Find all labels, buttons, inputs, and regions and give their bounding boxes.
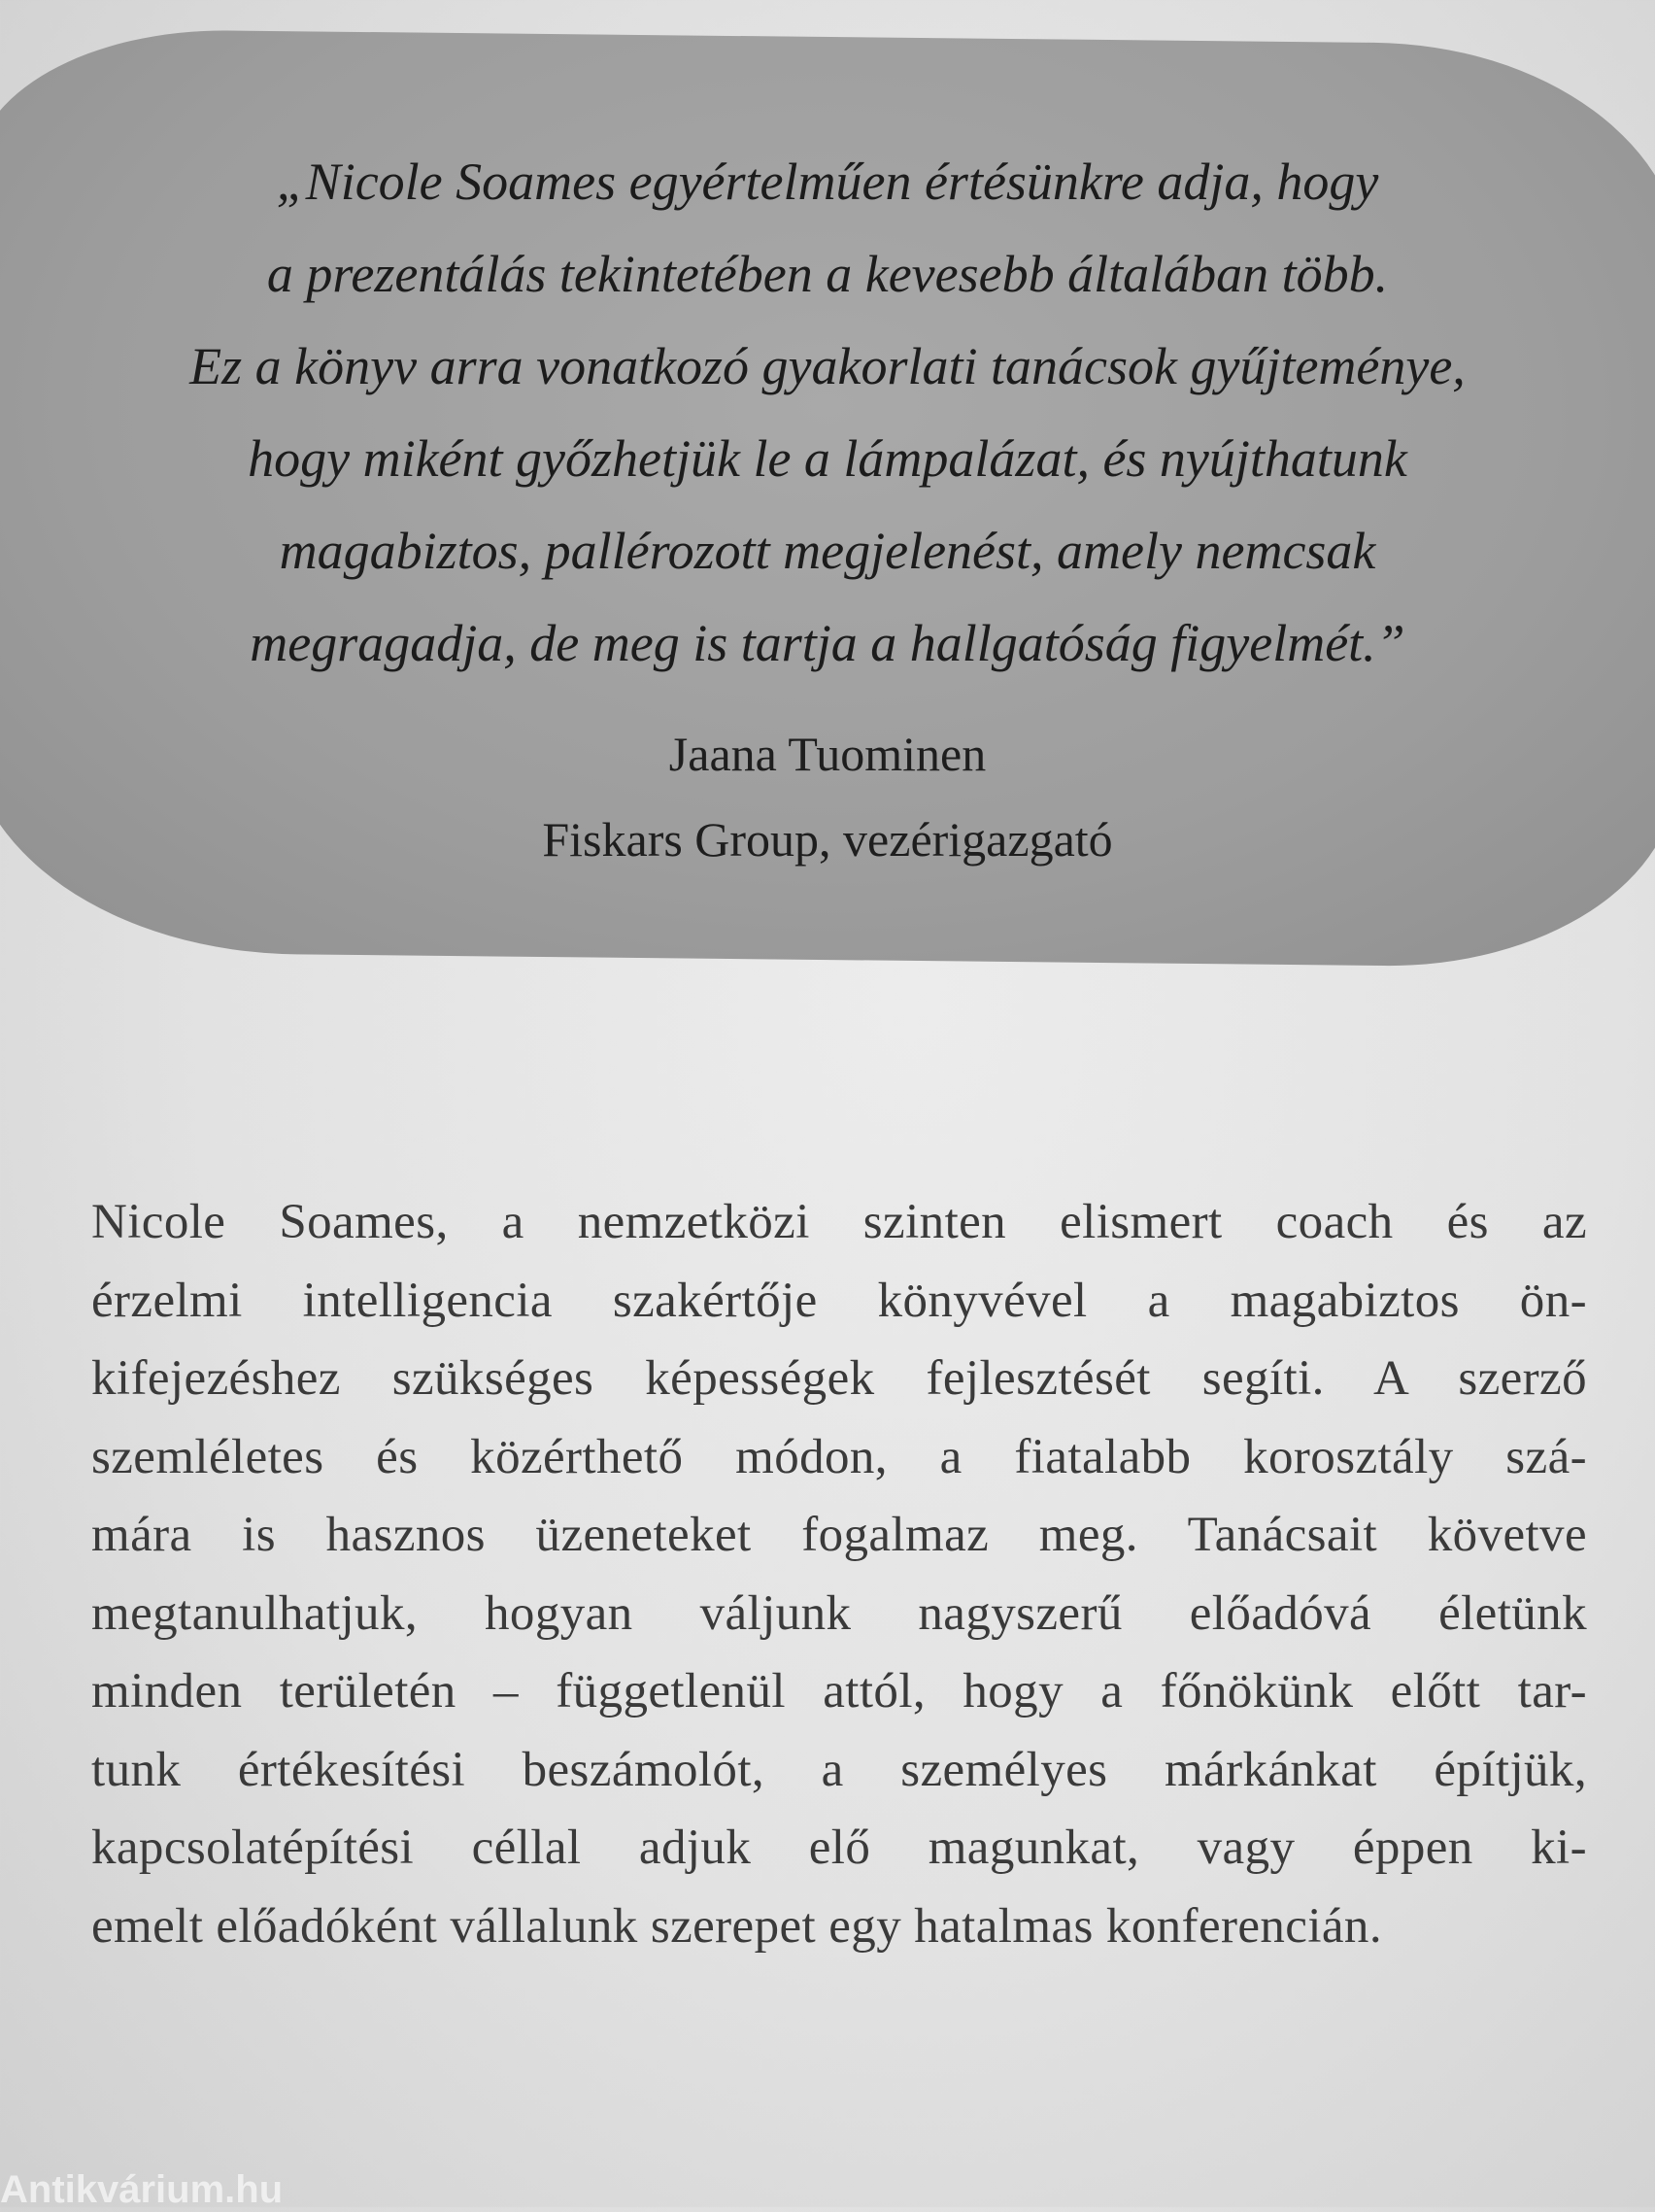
quote-line: „Nicole Soames egyértelműen értésünkre adja, hogy: [276, 153, 1379, 211]
description-line: szemléletes és közérthető módon, a fiatalabb korosztály szá-: [91, 1429, 1587, 1484]
quote-line: hogy miként győzhetjük le a lámpalázat, és nyújthatunk: [248, 429, 1407, 488]
quote-line: megragadja, de meg is tartja a hallgatóság figyelmét.”: [250, 614, 1405, 672]
quote-line: a prezentálás tekintetében a kevesebb általában több.: [266, 245, 1389, 303]
quote-attribution: [0, 711, 1655, 882]
description-line: tunk értékesítési beszámolót, a személyes márkánkat építjük,: [91, 1742, 1587, 1797]
testimonial-quote: [0, 136, 1655, 690]
description-line: emelt előadóként vállalunk szerepet egy hatalmas konferencián.: [91, 1898, 1382, 1954]
description-line: minden területén – függetlenül attól, hogy a főnökünk előtt tar-: [91, 1664, 1587, 1719]
description-line: kifejezéshez szükséges képességek fejlesztését segíti. A szerző: [91, 1351, 1587, 1406]
quote-author: Jaana Tuominen: [668, 727, 987, 781]
watermark: Antikvárium.hu: [0, 2168, 284, 2211]
book-description: [91, 1183, 1587, 1965]
description-line: megtanulhatjuk, hogyan váljunk nagyszerű előadóvá életünk: [91, 1585, 1587, 1641]
description-line: Nicole Soames, a nemzetközi szinten elismert coach és az: [91, 1195, 1587, 1249]
description-line: kapcsolatépítési céllal adjuk elő magunkat, vagy éppen ki-: [91, 1821, 1587, 1875]
description-line: mára is hasznos üzeneteket fogalmaz meg. Tanácsait követve: [91, 1508, 1587, 1562]
description-line: érzelmi intelligencia szakértője könyvével a magabiztos ön-: [91, 1273, 1587, 1328]
quote-line: magabiztos, pallérozott megjelenést, amely nemcsak: [279, 522, 1376, 580]
quote-line: Ez a könyv arra vonatkozó gyakorlati tanácsok gyűjteménye,: [189, 337, 1466, 395]
quote-author-title: Fiskars Group, vezérigazgató: [542, 812, 1113, 867]
